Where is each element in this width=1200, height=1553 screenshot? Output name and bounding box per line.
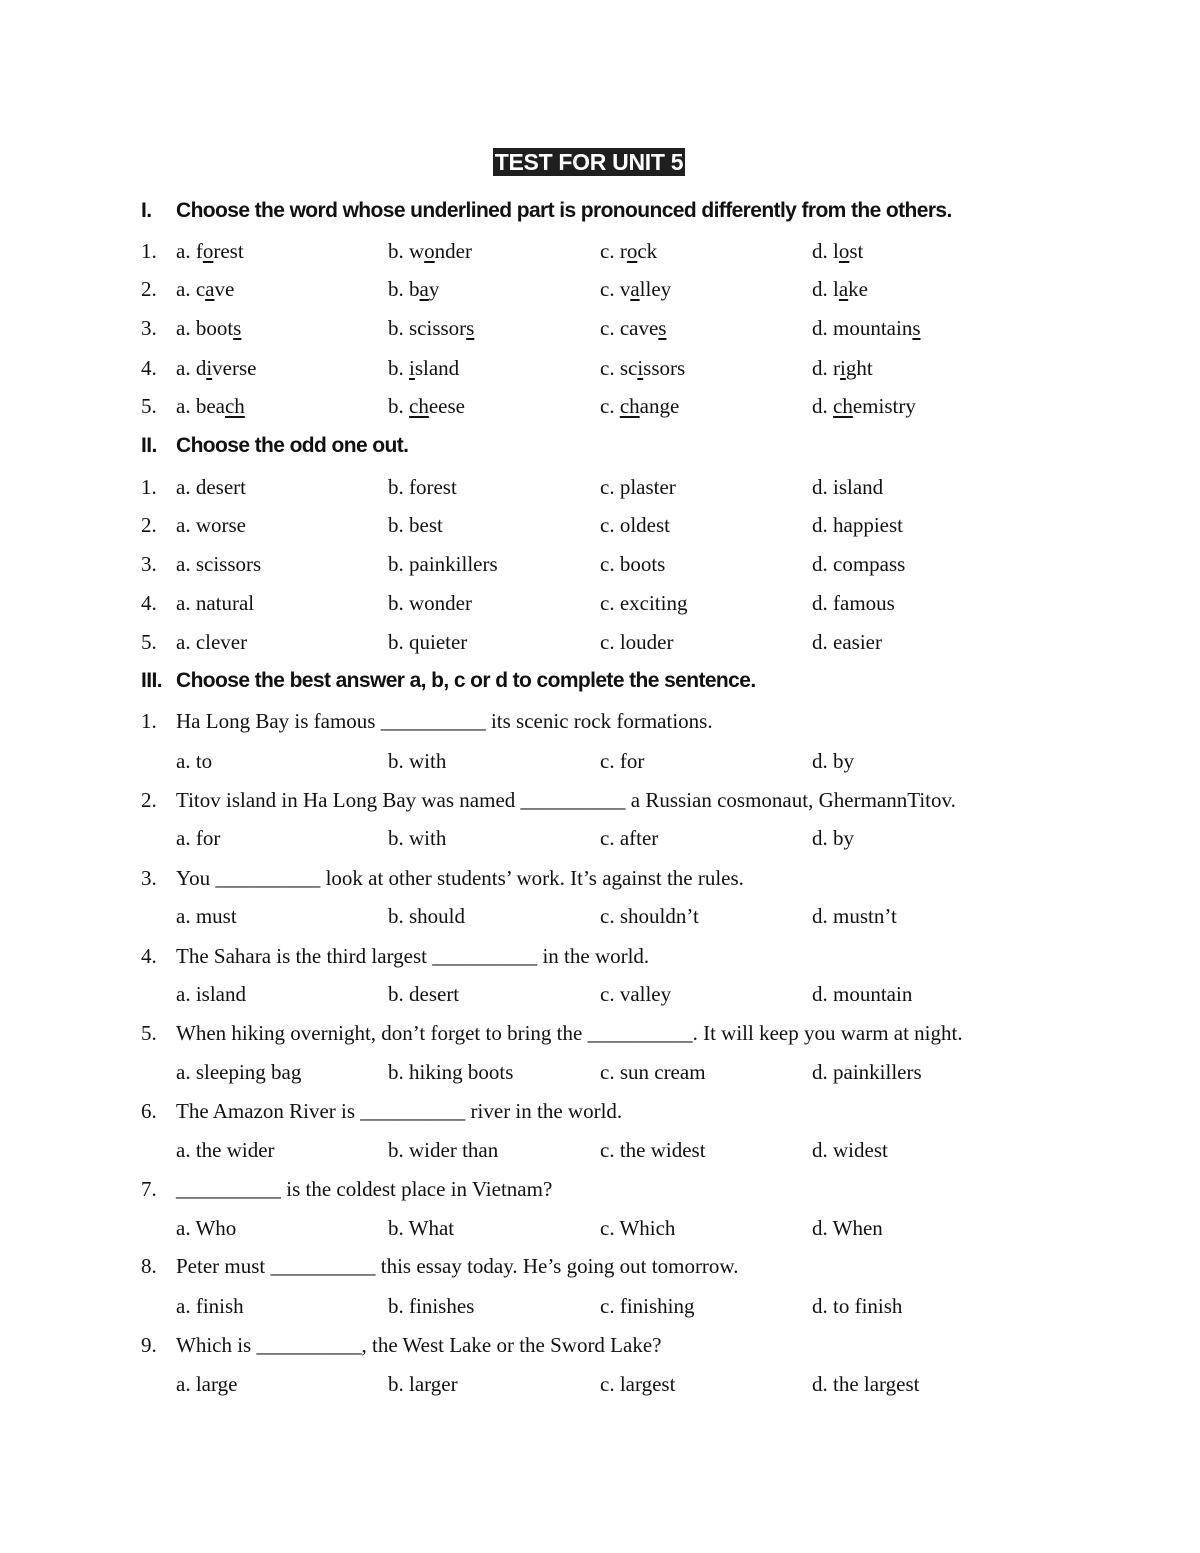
- answer-option: a. desert: [176, 475, 246, 499]
- answer-option: c. sun cream: [600, 1060, 706, 1084]
- question-text: You __________ look at other students’ work. It’s against the rules.: [176, 866, 744, 890]
- answer-option: c. finishing: [600, 1294, 695, 1318]
- section-heading-1: [141, 193, 952, 229]
- underlined-part: i: [409, 356, 415, 380]
- answer-option: a. clever: [176, 630, 248, 654]
- option-text-before: b.: [388, 356, 409, 380]
- answer-option: d. island: [812, 475, 884, 499]
- question-number: 3.: [141, 866, 157, 890]
- option-text-before: c. r: [600, 239, 627, 263]
- option-text-after: rest: [213, 239, 244, 263]
- option-text-before: d. mountain: [812, 316, 913, 340]
- answer-option: d. the largest: [812, 1372, 920, 1396]
- answer-option: b. best: [388, 513, 443, 537]
- option-text-before: b. scissor: [388, 316, 467, 340]
- answer-option: d. famous: [812, 591, 895, 615]
- option-text-after: ke: [848, 277, 868, 301]
- answer-option: a. natural: [176, 591, 255, 615]
- section-instruction: Choose the odd one out.: [176, 434, 409, 457]
- question-number: 5.: [141, 394, 157, 418]
- question-number: 8.: [141, 1254, 157, 1278]
- underlined-part: a: [630, 277, 640, 301]
- underlined-part: a: [419, 277, 429, 301]
- question-text: Peter must __________ this essay today. He’s going out tomorrow.: [176, 1254, 739, 1278]
- page-title: [0, 149, 1178, 176]
- answer-option: a. the wider: [176, 1138, 275, 1162]
- question-number: 4.: [141, 591, 157, 615]
- answer-option: [388, 271, 439, 307]
- answer-option: d. by: [812, 826, 854, 850]
- answer-option: [812, 388, 916, 424]
- answer-option: b. larger: [388, 1372, 458, 1396]
- answer-option: [176, 271, 234, 307]
- answer-option: c. after: [600, 826, 659, 850]
- answer-option: c. exciting: [600, 591, 688, 615]
- answer-option: [600, 271, 671, 307]
- answer-option: b. wonder: [388, 591, 472, 615]
- underlined-part: i: [840, 356, 846, 380]
- answer-option: a. to: [176, 749, 213, 773]
- answer-option: b. with: [388, 826, 447, 850]
- answer-option: [176, 350, 256, 386]
- underlined-part: s: [912, 316, 921, 340]
- answer-option: [388, 350, 459, 386]
- question-number: 1.: [141, 239, 157, 263]
- answer-option: c. plaster: [600, 475, 676, 499]
- answer-option: c. for: [600, 749, 645, 773]
- section-heading-2: [141, 428, 408, 464]
- answer-option: b. painkillers: [388, 552, 498, 576]
- question-number: 5.: [141, 1021, 157, 1045]
- underlined-part: i: [206, 356, 213, 380]
- page-title-text: TEST FOR UNIT 5: [494, 149, 684, 175]
- answer-option: b. should: [388, 904, 466, 928]
- answer-option: [600, 350, 685, 386]
- underlined-part: o: [202, 239, 214, 263]
- underlined-part: ch: [224, 394, 245, 418]
- answer-option: b. wider than: [388, 1138, 499, 1162]
- option-text-before: b. w: [388, 239, 425, 263]
- question-number: 1.: [141, 475, 157, 499]
- section-number: I.: [141, 199, 152, 222]
- answer-option: b. What: [388, 1216, 455, 1240]
- question-text: Ha Long Bay is famous __________ its scenic rock formations.: [176, 709, 713, 733]
- answer-option: [176, 310, 241, 346]
- underlined-part: s: [466, 316, 475, 340]
- answer-option: d. compass: [812, 552, 906, 576]
- question-number: 2.: [141, 788, 157, 812]
- option-text-after: lley: [639, 277, 672, 301]
- section-instruction: Choose the word whose underlined part is pronounced differently from the others.: [176, 199, 952, 222]
- answer-option: [600, 310, 666, 346]
- answer-option: b. finishes: [388, 1294, 475, 1318]
- question-text: The Sahara is the third largest __________ in the world.: [176, 944, 650, 968]
- option-text-after: emistry: [852, 394, 916, 418]
- underlined-part: o: [838, 239, 850, 263]
- option-text-before: c. v: [600, 277, 631, 301]
- question-text: Which is __________, the West Lake or the Sword Lake?: [176, 1333, 662, 1357]
- option-text-before: d.: [812, 394, 833, 418]
- underlined-part: s: [233, 316, 242, 340]
- answer-option: d. mustn’t: [812, 904, 897, 928]
- section-instruction: Choose the best answer a, b, c or d to complete the sentence.: [176, 669, 756, 692]
- underlined-part: a: [838, 277, 849, 301]
- option-text-after: nder: [434, 239, 472, 263]
- answer-option: b. with: [388, 749, 447, 773]
- option-text-before: d. r: [812, 356, 840, 380]
- question-text: When hiking overnight, don’t forget to bring the __________. It will keep you warm at night.: [176, 1021, 963, 1045]
- answer-option: [600, 388, 679, 424]
- option-text-after: sland: [414, 356, 460, 380]
- option-text-before: c. sc: [600, 356, 638, 380]
- answer-option: [812, 233, 863, 269]
- question-text: Titov island in Ha Long Bay was named __________ a Russian cosmonaut, GhermannTitov.: [176, 788, 956, 812]
- answer-option: [812, 271, 868, 307]
- underlined-part: s: [658, 316, 667, 340]
- option-text-after: ght: [845, 356, 873, 380]
- option-text-after: verse: [212, 356, 257, 380]
- question-number: 2.: [141, 277, 157, 301]
- option-text-before: c. cave: [600, 316, 659, 340]
- section-heading-3: [141, 663, 756, 699]
- underlined-part: ch: [619, 394, 640, 418]
- underlined-part: ch: [409, 394, 429, 418]
- option-text-before: a. bea: [176, 394, 225, 418]
- answer-option: a. island: [176, 982, 246, 1006]
- answer-option: [812, 350, 873, 386]
- answer-option: a. sleeping bag: [176, 1060, 302, 1084]
- option-text-before: a. boot: [176, 316, 234, 340]
- answer-option: a. must: [176, 904, 237, 928]
- answer-option: c. shouldn’t: [600, 904, 699, 928]
- question-number: 9.: [141, 1333, 157, 1357]
- option-text-before: b. b: [388, 277, 420, 301]
- answer-option: d. painkillers: [812, 1060, 922, 1084]
- option-text-after: st: [849, 239, 864, 263]
- question-number: 4.: [141, 944, 157, 968]
- question-number: 6.: [141, 1099, 157, 1123]
- underlined-part: o: [424, 239, 435, 263]
- answer-option: d. to finish: [812, 1294, 903, 1318]
- answer-option: d. happiest: [812, 513, 903, 537]
- answer-option: a. finish: [176, 1294, 244, 1318]
- underlined-part: i: [637, 356, 644, 380]
- answer-option: c. Which: [600, 1216, 676, 1240]
- answer-option: d. When: [812, 1216, 883, 1240]
- option-text-after: ssors: [643, 356, 686, 380]
- answer-option: b. quieter: [388, 630, 468, 654]
- option-text-after: ve: [214, 277, 235, 301]
- question-text: The Amazon River is __________ river in the world.: [176, 1099, 623, 1123]
- answer-option: b. forest: [388, 475, 457, 499]
- question-number: 7.: [141, 1177, 157, 1201]
- answer-option: c. oldest: [600, 513, 670, 537]
- question-number: 5.: [141, 630, 157, 654]
- answer-option: a. scissors: [176, 552, 262, 576]
- answer-option: d. by: [812, 749, 854, 773]
- option-text-after: eese: [428, 394, 465, 418]
- option-text-before: d. l: [812, 239, 839, 263]
- section-number: III.: [141, 669, 162, 692]
- answer-option: [388, 388, 465, 424]
- answer-option: b. desert: [388, 982, 460, 1006]
- answer-option: [388, 233, 472, 269]
- underlined-part: o: [626, 239, 638, 263]
- question-text: __________ is the coldest place in Vietnam?: [176, 1177, 553, 1201]
- option-text-before: c.: [600, 394, 620, 418]
- underlined-part: a: [205, 277, 215, 301]
- option-text-before: a. d: [176, 356, 207, 380]
- answer-option: c. the widest: [600, 1138, 706, 1162]
- answer-option: [176, 233, 244, 269]
- answer-option: a. large: [176, 1372, 238, 1396]
- underlined-part: ch: [833, 394, 853, 418]
- answer-option: a. worse: [176, 513, 246, 537]
- option-text-after: ange: [639, 394, 680, 418]
- answer-option: d. easier: [812, 630, 882, 654]
- answer-option: c. boots: [600, 552, 666, 576]
- option-text-after: ck: [637, 239, 658, 263]
- answer-option: [388, 310, 474, 346]
- question-number: 3.: [141, 552, 157, 576]
- question-number: 1.: [141, 709, 157, 733]
- option-text-after: y: [428, 277, 440, 301]
- answer-option: c. louder: [600, 630, 674, 654]
- question-number: 3.: [141, 316, 157, 340]
- answer-option: a. Who: [176, 1216, 237, 1240]
- answer-option: [176, 388, 245, 424]
- question-number: 4.: [141, 356, 157, 380]
- answer-option: [812, 310, 921, 346]
- question-number: 2.: [141, 513, 157, 537]
- answer-option: b. hiking boots: [388, 1060, 514, 1084]
- answer-option: d. mountain: [812, 982, 913, 1006]
- section-number: II.: [141, 434, 157, 457]
- option-text-before: a. f: [176, 239, 203, 263]
- answer-option: [600, 233, 657, 269]
- answer-option: c. largest: [600, 1372, 676, 1396]
- option-text-before: b.: [388, 394, 409, 418]
- answer-option: c. valley: [600, 982, 672, 1006]
- answer-option: a. for: [176, 826, 221, 850]
- option-text-before: d. l: [812, 277, 839, 301]
- answer-option: d. widest: [812, 1138, 888, 1162]
- option-text-before: a. c: [176, 277, 206, 301]
